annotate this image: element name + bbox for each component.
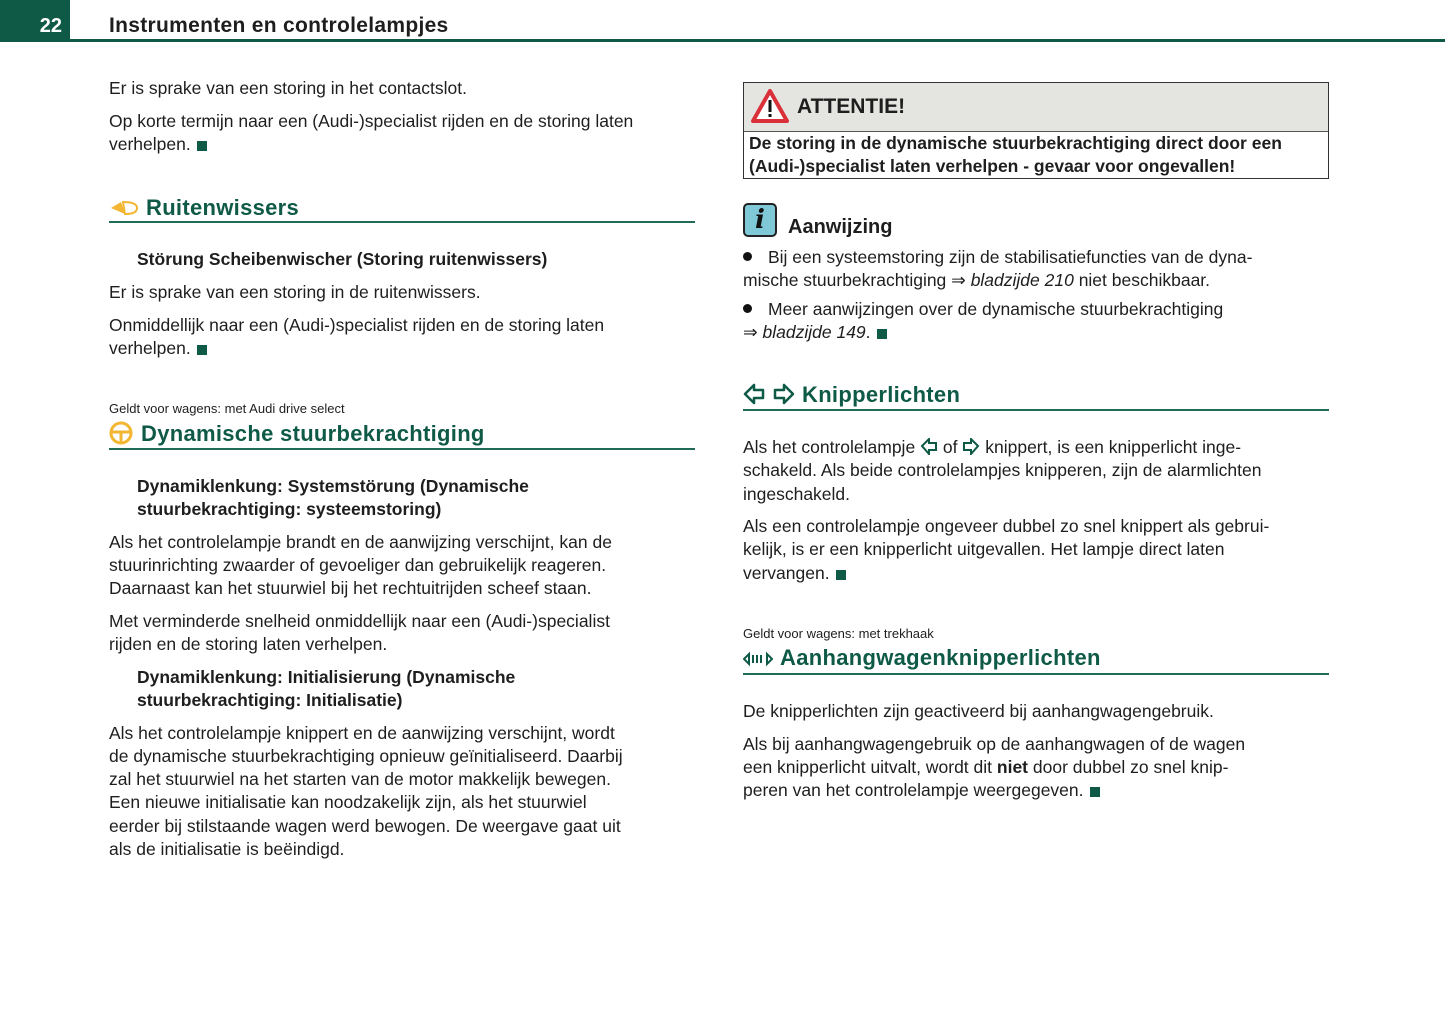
paragraph: Er is sprake van een storing in de ruitenwissers. [109, 282, 481, 302]
bullet-line [743, 269, 1210, 292]
paragraph-line: kelijk, is er een knipperlicht uitgevallen. Het lampje direct laten [743, 539, 1225, 559]
paragraph-line [109, 337, 207, 360]
section-heading: Aanhangwagenknipperlichten [780, 645, 1101, 670]
warning-box [743, 82, 1329, 179]
paragraph-line [743, 436, 1241, 459]
text: ⇒ [743, 322, 763, 342]
text: vervangen. [743, 563, 830, 583]
paragraph-line: Als een controlelampje ongeveer dubbel zo snel knippert als gebrui- [743, 516, 1270, 536]
paragraph: Er is sprake van een storing in het contactslot. [109, 78, 467, 98]
paragraph-line: Op korte termijn naar een (Audi-)specialist rijden en de storing laten [109, 111, 634, 131]
paragraph-line [109, 133, 207, 156]
bullet-line [743, 246, 1252, 269]
text: door dubbel zo snel knip- [1028, 757, 1229, 777]
subheading-line: stuurbekrachtiging: Initialisatie) [137, 690, 403, 710]
end-mark-icon [197, 141, 207, 151]
paragraph-line [743, 779, 1100, 802]
end-mark-icon [836, 570, 846, 580]
paragraph-line: Onmiddellijk naar een (Audi-)specialist rijden en de storing laten [109, 315, 605, 335]
emphasis: niet [996, 757, 1029, 777]
bullet-line [743, 298, 1223, 321]
text: Als het controlelampje [743, 437, 921, 457]
text: Meer aanwijzingen over de dynamische stuurbekrachtiging [768, 299, 1224, 319]
note-title: Aanwijzing [788, 216, 893, 238]
paragraph-line: Een nieuwe initialisatie kan noodzakelijk zijn, als het stuurwiel [109, 792, 587, 812]
end-mark-icon [197, 345, 207, 355]
paragraph-line: ingeschakeld. [743, 484, 851, 504]
warning-title: ATTENTIE! [797, 95, 906, 118]
wiper-icon [109, 199, 139, 217]
page-reference-link[interactable]: bladzijde 149 [762, 322, 866, 342]
paragraph-line [743, 562, 846, 585]
end-mark-icon [1090, 787, 1100, 797]
turn-signal-icon [743, 383, 795, 405]
subheading-line: Dynamiklenkung: Initialisierung (Dynamische [137, 667, 516, 687]
section-heading: Ruitenwissers [146, 195, 300, 220]
paragraph-line: Als het controlelampje knippert en de aanwijzing verschijnt, wordt [109, 723, 615, 743]
subheading-line: stuurbekrachtiging: systeemstoring) [137, 499, 442, 519]
text: . [865, 322, 871, 342]
paragraph-line: Als het controlelampje brandt en de aanwijzing verschijnt, kan de [109, 532, 612, 552]
text: mische stuurbekrachtiging ⇒ [743, 270, 971, 290]
paragraph-line: rijden en de storing laten verhelpen. [109, 634, 388, 654]
left-arrow-icon [920, 438, 938, 455]
section-rule [109, 448, 695, 450]
warning-text-line: (Audi-)specialist laten verhelpen - gevaar voor ongevallen! [749, 156, 1236, 176]
applies-note: Geldt voor wagens: met Audi drive select [109, 401, 345, 416]
paragraph-line: stuurinrichting zwaarder of gevoeliger dan gebruikelijk reageren. [109, 555, 607, 575]
warning-triangle-icon [750, 88, 790, 124]
text: Bij een systeemstoring zijn de stabilisatiefuncties van de dyna- [768, 247, 1253, 267]
paragraph-line: Daarnaast kan het stuurwiel bij het rechtuitrijden scheef staan. [109, 578, 592, 598]
info-icon: i [743, 203, 777, 237]
bullet-icon [743, 304, 752, 313]
paragraph-line: de dynamische stuurbekrachtiging opnieuw geïnitialiseerd. Daarbij [109, 746, 623, 766]
steering-wheel-icon [109, 421, 133, 445]
text: een knipperlicht uitvalt, wordt dit [743, 757, 997, 777]
paragraph-line: schakeld. Als beide controlelampjes knipperen, zijn de alarmlichten [743, 460, 1262, 480]
subheading: Störung Scheibenwischer (Storing ruitenwissers) [137, 249, 548, 269]
section-rule [743, 673, 1329, 675]
paragraph-line: Als bij aanhangwagengebruik op de aanhangwagen of de wagen [743, 734, 1246, 754]
page-number: 22 [0, 0, 70, 40]
bullet-icon [743, 252, 752, 261]
section-heading: Knipperlichten [802, 382, 961, 407]
end-mark-icon [877, 329, 887, 339]
paragraph-line: als de initialisatie is beëindigd. [109, 839, 345, 859]
text: verhelpen. [109, 134, 191, 154]
text: of [938, 437, 963, 457]
right-arrow-icon [962, 438, 980, 455]
text: verhelpen. [109, 338, 191, 358]
chapter-title: Instrumenten en controlelampjes [109, 14, 449, 37]
paragraph-line [743, 756, 1228, 779]
paragraph: De knipperlichten zijn geactiveerd bij aanhangwagengebruik. [743, 701, 1214, 721]
paragraph-line: Met verminderde snelheid onmiddellijk naar een (Audi-)specialist [109, 611, 610, 631]
trailer-signal-icon [743, 651, 773, 667]
subheading-line: Dynamiklenkung: Systemstörung (Dynamische [137, 476, 529, 496]
paragraph-line: eerder bij stilstaande wagen werd bewogen. De weergave gaat uit [109, 816, 621, 836]
section-rule [109, 221, 695, 223]
text: knippert, is een knipperlicht inge- [980, 437, 1242, 457]
warning-header [744, 83, 1328, 132]
header-rule [0, 39, 1445, 42]
page-reference-link[interactable]: bladzijde 210 [970, 270, 1074, 290]
applies-note: Geldt voor wagens: met trekhaak [743, 626, 934, 641]
section-heading: Dynamische stuurbekrachtiging [141, 421, 485, 446]
paragraph-line: zal het stuurwiel na het starten van de motor makkelijk bewegen. [109, 769, 611, 789]
text: niet beschikbaar. [1073, 270, 1211, 290]
section-rule [743, 409, 1329, 411]
warning-text-line: De storing in de dynamische stuurbekrachtiging direct door een [749, 133, 1282, 153]
text: peren van het controlelampje weergegeven. [743, 780, 1084, 800]
bullet-line [743, 321, 887, 344]
